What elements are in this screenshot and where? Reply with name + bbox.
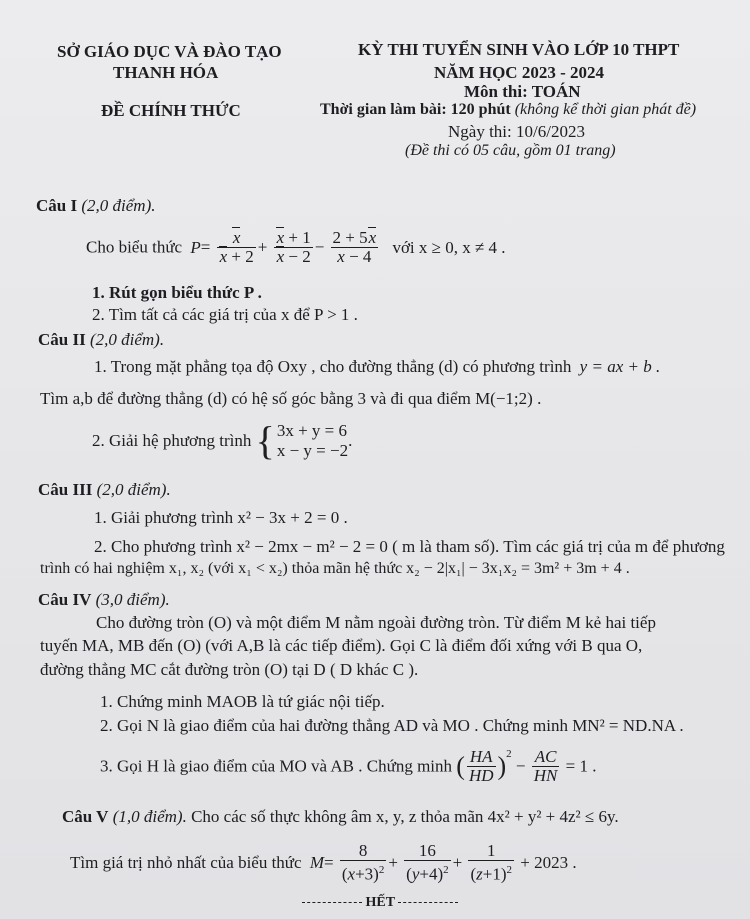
system-brace: { [255,418,275,463]
q2-title: Câu II [38,330,86,349]
end-marker [302,895,458,911]
q4-heading [38,590,170,610]
end-text: HẾT [365,895,395,910]
fraction-ac-hn: $\frac{AC}{HN}$ [533,747,558,785]
exam-date: Ngày thi: 10/6/2023 [448,122,585,141]
q1-points: (2,0 điểm). [81,196,156,215]
system-eq1: 3x + y = 6 [276,421,348,440]
q5-points: (1,0 điểm). [112,807,187,826]
q4-part3-end: = 1 . [565,756,597,776]
q1-part1: 1. Rút gọn biểu thức P . [92,283,262,302]
fraction-8: $\frac{8}{(x+3)^2}$ [341,841,385,884]
q1-intro: Cho biểu thức [86,237,183,257]
fraction-1: $\frac{x}{x + 2}$ [217,229,256,266]
q2-part2-line: 2. Giải hệ phương trình { 3x + y = 6 x − y = −2 . [92,418,353,463]
fraction-16: $\frac{16}{(y+4)^2}$ [406,841,449,884]
q4-part3-line: 3. Gọi H là giao điểm của MO và AB . Chứng minh ( $\frac{HA}{HD}$ )$^2$ − $\frac{AC}{HN}$ = 1 . [100,747,597,785]
q1-heading [36,196,155,216]
q5-title: Câu V [62,807,109,826]
q2-part1-text: 1. Trong mặt phẳng tọa độ Oxy , cho đường thẳng (d) có phương trình [94,357,572,376]
q4-part2: 2. Gọi N là giao điểm của hai đường thẳng AD và MO . Chứng minh MN² = ND.NA . [100,716,684,735]
fraction-3: $\frac{2 + 5x}{x - 4}$ [332,228,377,266]
q5-intro: Tìm giá trị nhỏ nhất của biểu thức [70,852,302,872]
q4-points: (3,0 điểm). [95,590,170,609]
time-line [320,101,696,119]
q2-part1-continued: Tìm a,b để đường thẳng (d) có hệ số góc bằng 3 và đi qua điểm M(−1;2) . [40,389,542,408]
exam-title: KỲ THI TUYỂN SINH VÀO LỚP 10 THPT [358,40,680,59]
q4-line1: Cho đường tròn (O) và một điểm M nằm ngoài đường tròn. Từ điểm M kẻ hai tiếp [96,613,656,632]
q1-expression-line: Cho biểu thức P= $\frac{x}{x + 2}$ + $\frac{x + 1}{x - 2}$ − $\frac{2 + 5x}{x - 4}$ với x ≥ 0, x ≠ 4 . [86,228,506,266]
end-dash-right [398,902,458,903]
q2-part1-line [94,357,660,377]
q2-part2-text: 2. Giải hệ phương trình [92,431,252,450]
subject-line: Môn thi: TOÁN [464,82,581,101]
province-name: THANH HÓA [113,63,219,82]
q4-line3: đường thẳng MC cắt đường tròn (O) tại D ( D khác C ). [40,660,419,679]
q4-part1: 1. Chứng minh MAOB là tứ giác nội tiếp. [100,692,385,711]
q5-line2: Tìm giá trị nhỏ nhất của biểu thức M= $\frac{8}{(x+3)^2}$ + $\frac{16}{(y+4)^2}$ + $\frac{1}{(z+1)^2}$ + 2023 . [70,841,577,884]
fraction-1z: $\frac{1}{(z+1)^2}$ [470,841,513,884]
pages-note: (Đề thi có 05 câu, gồm 01 trang) [405,142,616,159]
q2-heading [38,330,164,350]
q3-part2: 2. Cho phương trình x² − 2mx − m² − 2 = 0 ( m là tham số). Tìm các giá trị của m để phương [94,537,725,556]
q1-title: Câu I [36,196,78,215]
q4-title: Câu IV [38,590,92,609]
q5-tail: + 2023 . [520,852,577,872]
q4-part3-text: 3. Gọi H là giao điểm của MO và AB . Chứng minh [100,756,453,776]
end-dash-left [302,902,362,903]
q4-line2: tuyến MA, MB đến (O) (với A,B là các tiếp điểm). Gọi C là điểm đối xứng với B qua O, [40,636,643,655]
q3-part2-continued: trình có hai nghiệm x₁, x₂ (với x₁ < x₂) thỏa mãn hệ thức x₂ − 2|x₁| − 3x₁x₂ = 3m² + 3m + 4 . [40,560,630,577]
q3-points: (2,0 điểm). [96,480,171,499]
q2-line-equation: y = ax + b . [579,357,661,376]
q5-line1 [62,807,619,827]
official-label: ĐỀ CHÍNH THỨC [101,101,241,120]
q5-condition: Cho các số thực không âm x, y, z thỏa mãn 4x² + y² + 4z² ≤ 6y. [191,807,619,826]
time-allowed: Thời gian làm bài: 120 phút [320,101,511,118]
school-year: NĂM HỌC 2023 - 2024 [434,63,604,82]
fraction-2: $\frac{x + 1}{x - 2}$ [274,229,313,266]
time-note: (không kể thời gian phát đề) [514,101,697,118]
q3-heading [38,480,171,500]
q3-part1: 1. Giải phương trình x² − 3x + 2 = 0 . [94,508,348,527]
q3-title: Câu III [38,480,93,499]
q1-condition: với x ≥ 0, x ≠ 4 . [392,237,506,257]
q2-points: (2,0 điểm). [89,330,165,349]
equation-system [277,421,348,461]
dept-name: SỞ GIÁO DỤC VÀ ĐÀO TẠO [57,42,282,61]
fraction-ha-hd: $\frac{HA}{HD}$ [468,747,494,785]
q1-part2: 2. Tìm tất cả các giá trị của x để P > 1 . [92,305,358,324]
system-eq2: x − y = −2 [276,441,349,460]
